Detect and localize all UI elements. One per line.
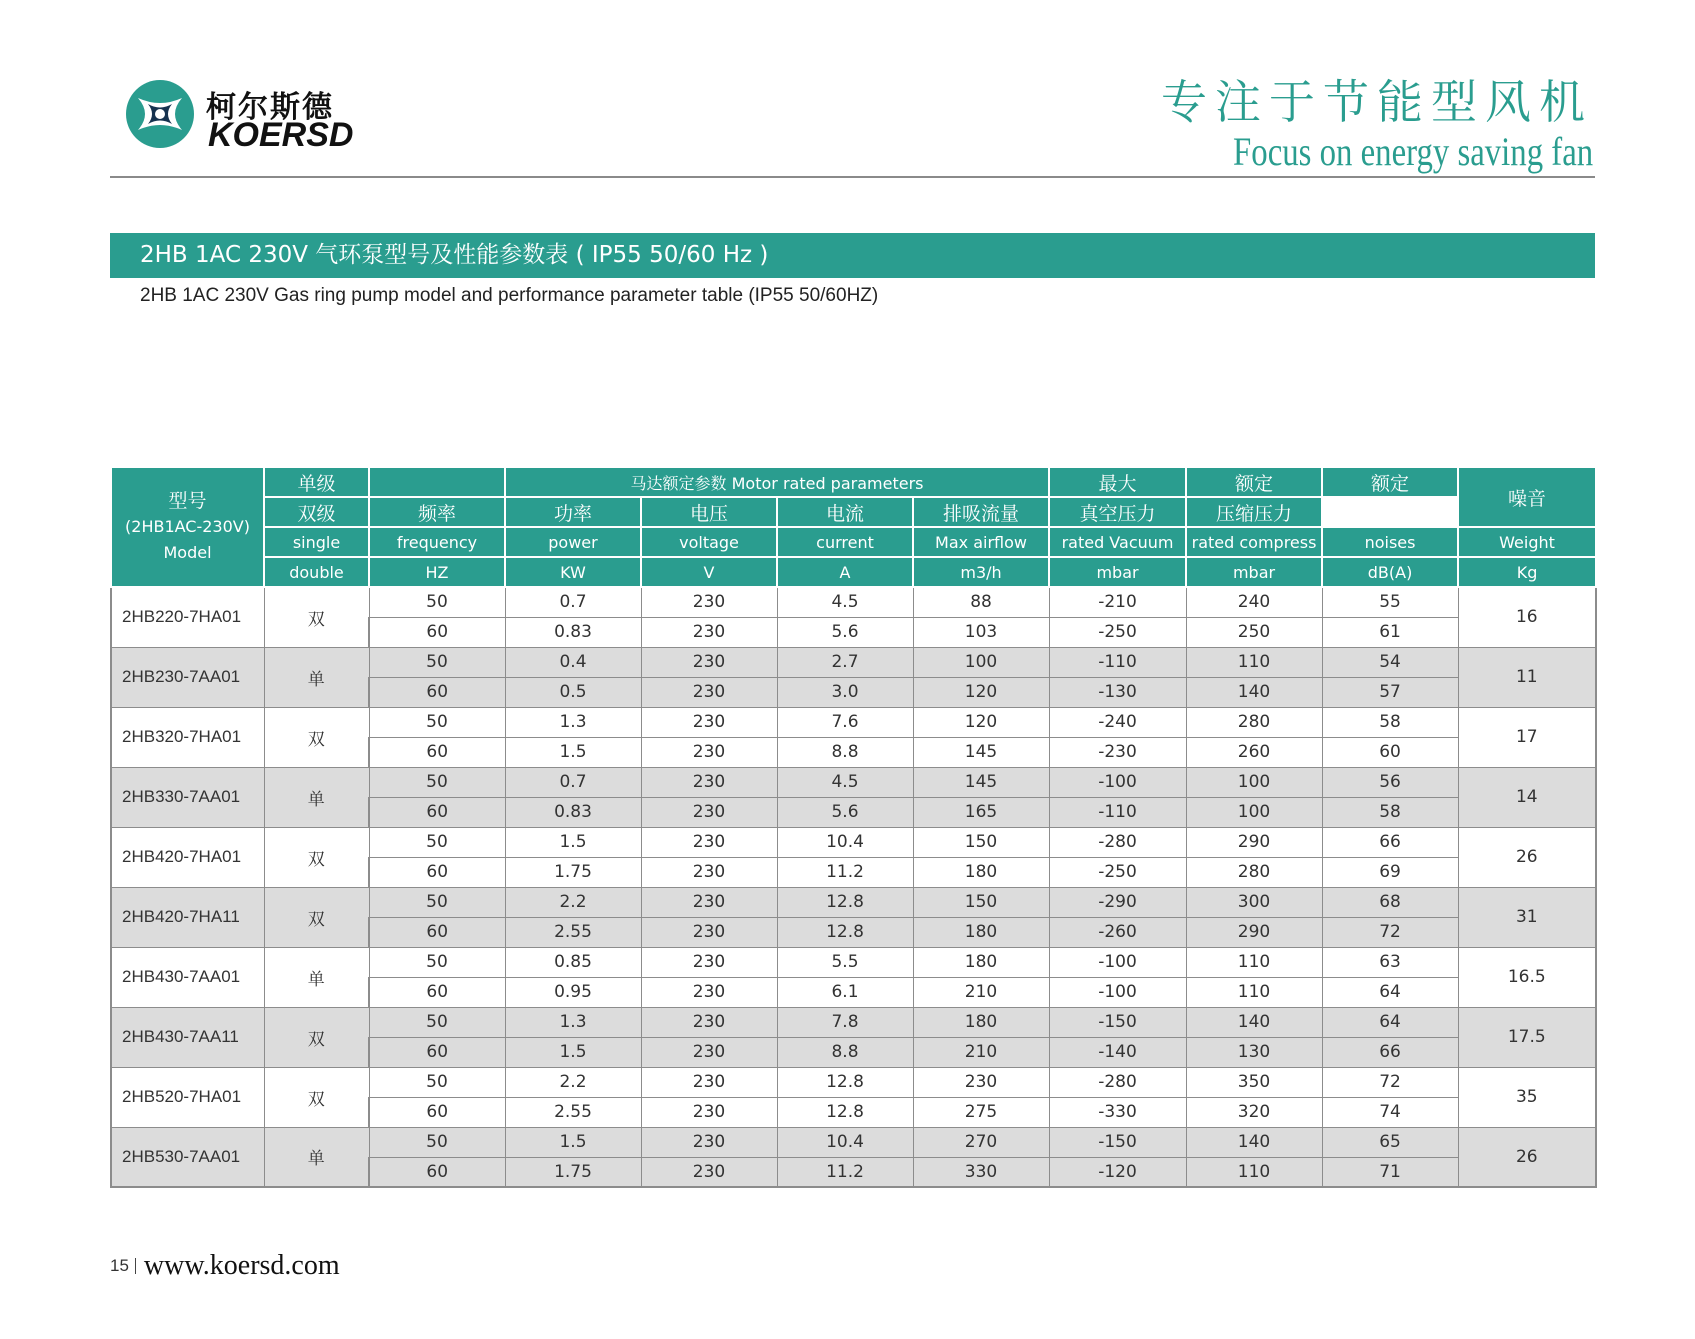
cell-model: 2HB430-7AA11 xyxy=(111,1007,264,1067)
header-current-cn: 电流 xyxy=(777,497,913,527)
cell-current: 5.6 xyxy=(777,797,913,827)
cell-current: 5.5 xyxy=(777,947,913,977)
cell-power: 0.7 xyxy=(505,587,641,617)
cell-current: 6.1 xyxy=(777,977,913,1007)
cell-stage: 单 xyxy=(264,767,369,827)
cell-vacuum: -130 xyxy=(1049,677,1186,707)
cell-power: 1.3 xyxy=(505,1007,641,1037)
header-weight-unit: Kg xyxy=(1458,557,1596,587)
header-vacuum-cn2: 真空压力 xyxy=(1049,497,1186,527)
cell-current: 11.2 xyxy=(777,857,913,887)
table-row xyxy=(111,1127,1596,1157)
cell-stage: 双 xyxy=(264,887,369,947)
cell-weight: 16 xyxy=(1458,587,1596,647)
cell-power: 1.5 xyxy=(505,1037,641,1067)
footer xyxy=(110,1250,340,1282)
koersd-logo-icon xyxy=(124,78,196,150)
cell-airflow: 210 xyxy=(913,1037,1049,1067)
cell-noise: 56 xyxy=(1322,767,1458,797)
header-compress-en: rated compress xyxy=(1186,527,1322,557)
cell-model: 2HB320-7HA01 xyxy=(111,707,264,767)
cell-power: 2.2 xyxy=(505,1067,641,1097)
cell-freq: 50 xyxy=(369,827,505,857)
cell-compress: 350 xyxy=(1186,1067,1322,1097)
cell-power: 0.4 xyxy=(505,647,641,677)
cell-current: 12.8 xyxy=(777,1097,913,1127)
cell-current: 4.5 xyxy=(777,587,913,617)
cell-noise: 58 xyxy=(1322,797,1458,827)
cell-vacuum: -110 xyxy=(1049,797,1186,827)
cell-current: 5.6 xyxy=(777,617,913,647)
cell-voltage: 230 xyxy=(641,917,777,947)
page-title-en: 2HB 1AC 230V Gas ring pump model and performance parameter table (IP55 50/60HZ) xyxy=(140,285,879,306)
cell-power: 1.3 xyxy=(505,707,641,737)
cell-current: 2.7 xyxy=(777,647,913,677)
cell-noise: 61 xyxy=(1322,617,1458,647)
website-link[interactable]: www.koersd.com xyxy=(143,1250,340,1281)
cell-noise: 66 xyxy=(1322,827,1458,857)
cell-stage: 单 xyxy=(264,947,369,1007)
cell-compress: 240 xyxy=(1186,587,1322,617)
cell-stage: 双 xyxy=(264,587,369,647)
cell-stage: 双 xyxy=(264,827,369,887)
cell-noise: 58 xyxy=(1322,707,1458,737)
cell-voltage: 230 xyxy=(641,977,777,1007)
cell-compress: 260 xyxy=(1186,737,1322,767)
cell-vacuum: -260 xyxy=(1049,917,1186,947)
header-stage-cn2: 双级 xyxy=(264,497,369,527)
cell-vacuum: -210 xyxy=(1049,587,1186,617)
cell-noise: 66 xyxy=(1322,1037,1458,1067)
cell-voltage: 230 xyxy=(641,767,777,797)
header-voltage-en: voltage xyxy=(641,527,777,557)
cell-noise: 72 xyxy=(1322,1067,1458,1097)
cell-voltage: 230 xyxy=(641,857,777,887)
header-airflow-unit: m3/h xyxy=(913,557,1049,587)
cell-freq: 60 xyxy=(369,737,505,767)
cell-airflow: 330 xyxy=(913,1157,1049,1187)
cell-power: 0.85 xyxy=(505,947,641,977)
cell-vacuum: -110 xyxy=(1049,647,1186,677)
cell-voltage: 230 xyxy=(641,737,777,767)
cell-compress: 290 xyxy=(1186,917,1322,947)
cell-power: 0.95 xyxy=(505,977,641,1007)
cell-noise: 69 xyxy=(1322,857,1458,887)
cell-weight: 26 xyxy=(1458,827,1596,887)
cell-vacuum: -150 xyxy=(1049,1127,1186,1157)
header-power-cn: 功率 xyxy=(505,497,641,527)
cell-compress: 100 xyxy=(1186,797,1322,827)
table-row xyxy=(111,647,1596,677)
cell-voltage: 230 xyxy=(641,1127,777,1157)
cell-freq: 50 xyxy=(369,647,505,677)
cell-vacuum: -280 xyxy=(1049,1067,1186,1097)
header-freq-unit: HZ xyxy=(369,557,505,587)
cell-noise: 72 xyxy=(1322,917,1458,947)
header-freq-blank xyxy=(369,467,505,497)
cell-voltage: 230 xyxy=(641,887,777,917)
cell-current: 4.5 xyxy=(777,767,913,797)
slogan-cn: 专注于节能型风机 xyxy=(1161,75,1593,129)
cell-weight: 26 xyxy=(1458,1127,1596,1187)
cell-power: 0.83 xyxy=(505,797,641,827)
cell-vacuum: -100 xyxy=(1049,977,1186,1007)
cell-noise: 64 xyxy=(1322,977,1458,1007)
cell-voltage: 230 xyxy=(641,1037,777,1067)
cell-voltage: 230 xyxy=(641,827,777,857)
header-vacuum-en: rated Vacuum xyxy=(1049,527,1186,557)
header-divider xyxy=(110,176,1595,178)
cell-compress: 140 xyxy=(1186,1007,1322,1037)
cell-compress: 140 xyxy=(1186,677,1322,707)
header-motor-group: 马达额定参数 Motor rated parameters xyxy=(505,467,1049,497)
slogan xyxy=(1154,74,1593,174)
header-freq-cn: 频率 xyxy=(369,497,505,527)
cell-compress: 110 xyxy=(1186,947,1322,977)
cell-airflow: 270 xyxy=(913,1127,1049,1157)
cell-compress: 130 xyxy=(1186,1037,1322,1067)
cell-noise: 68 xyxy=(1322,887,1458,917)
cell-compress: 110 xyxy=(1186,647,1322,677)
cell-freq: 50 xyxy=(369,947,505,977)
cell-airflow: 145 xyxy=(913,737,1049,767)
cell-current: 11.2 xyxy=(777,1157,913,1187)
header-noise-unit: dB(A) xyxy=(1322,557,1458,587)
cell-power: 1.5 xyxy=(505,737,641,767)
cell-freq: 60 xyxy=(369,917,505,947)
cell-freq: 60 xyxy=(369,797,505,827)
cell-vacuum: -280 xyxy=(1049,827,1186,857)
cell-voltage: 230 xyxy=(641,707,777,737)
cell-noise: 65 xyxy=(1322,1127,1458,1157)
cell-compress: 140 xyxy=(1186,1127,1322,1157)
cell-freq: 60 xyxy=(369,857,505,887)
cell-freq: 60 xyxy=(369,977,505,1007)
cell-model: 2HB520-7HA01 xyxy=(111,1067,264,1127)
cell-voltage: 230 xyxy=(641,647,777,677)
table-row xyxy=(111,947,1596,977)
cell-freq: 60 xyxy=(369,617,505,647)
cell-airflow: 103 xyxy=(913,617,1049,647)
cell-freq: 60 xyxy=(369,1097,505,1127)
cell-voltage: 230 xyxy=(641,587,777,617)
cell-vacuum: -290 xyxy=(1049,887,1186,917)
footer-separator xyxy=(135,1258,136,1274)
cell-noise: 57 xyxy=(1322,677,1458,707)
cell-current: 10.4 xyxy=(777,1127,913,1157)
cell-freq: 50 xyxy=(369,767,505,797)
cell-airflow: 165 xyxy=(913,797,1049,827)
header-power-unit: KW xyxy=(505,557,641,587)
header-stage-en1: single xyxy=(264,527,369,557)
cell-noise: 74 xyxy=(1322,1097,1458,1127)
cell-voltage: 230 xyxy=(641,947,777,977)
table-row xyxy=(111,1067,1596,1097)
cell-freq: 60 xyxy=(369,1037,505,1067)
header-model: 型号 (2HB1AC-230V) Model xyxy=(111,467,264,587)
cell-weight: 17 xyxy=(1458,707,1596,767)
cell-model: 2HB430-7AA01 xyxy=(111,947,264,1007)
header-current-en: current xyxy=(777,527,913,557)
cell-noise: 55 xyxy=(1322,587,1458,617)
page-title-cn: 2HB 1AC 230V 气环泵型号及性能参数表 ( IP55 50/60 Hz ) xyxy=(140,242,769,268)
header-freq-en: frequency xyxy=(369,527,505,557)
header-power-en: power xyxy=(505,527,641,557)
cell-freq: 50 xyxy=(369,587,505,617)
header-vacuum-cn1: 额定 xyxy=(1186,467,1322,497)
table-row xyxy=(111,827,1596,857)
cell-weight: 11 xyxy=(1458,647,1596,707)
cell-current: 8.8 xyxy=(777,737,913,767)
cell-freq: 50 xyxy=(369,1127,505,1157)
cell-vacuum: -330 xyxy=(1049,1097,1186,1127)
cell-weight: 17.5 xyxy=(1458,1007,1596,1067)
table-body xyxy=(111,587,1596,1187)
cell-freq: 50 xyxy=(369,887,505,917)
table-row xyxy=(111,767,1596,797)
cell-power: 1.5 xyxy=(505,1127,641,1157)
cell-current: 12.8 xyxy=(777,917,913,947)
cell-noise: 60 xyxy=(1322,737,1458,767)
cell-airflow: 180 xyxy=(913,947,1049,977)
cell-model: 2HB530-7AA01 xyxy=(111,1127,264,1187)
cell-noise: 63 xyxy=(1322,947,1458,977)
header-compress-cn2: 压缩压力 xyxy=(1186,497,1322,527)
header-current-unit: A xyxy=(777,557,913,587)
cell-compress: 110 xyxy=(1186,1157,1322,1187)
cell-weight: 31 xyxy=(1458,887,1596,947)
cell-compress: 110 xyxy=(1186,977,1322,1007)
cell-power: 1.75 xyxy=(505,857,641,887)
cell-power: 2.55 xyxy=(505,917,641,947)
cell-stage: 单 xyxy=(264,647,369,707)
cell-airflow: 275 xyxy=(913,1097,1049,1127)
cell-current: 7.6 xyxy=(777,707,913,737)
header-airflow-cn1: 最大 xyxy=(1049,467,1186,497)
cell-compress: 100 xyxy=(1186,767,1322,797)
cell-weight: 14 xyxy=(1458,767,1596,827)
cell-power: 1.75 xyxy=(505,1157,641,1187)
cell-power: 2.55 xyxy=(505,1097,641,1127)
cell-power: 1.5 xyxy=(505,827,641,857)
header-compress-unit: mbar xyxy=(1186,557,1322,587)
cell-freq: 50 xyxy=(369,1007,505,1037)
cell-power: 0.83 xyxy=(505,617,641,647)
cell-current: 7.8 xyxy=(777,1007,913,1037)
cell-noise: 64 xyxy=(1322,1007,1458,1037)
cell-compress: 320 xyxy=(1186,1097,1322,1127)
header-voltage-unit: V xyxy=(641,557,777,587)
slogan-en: Focus on energy saving fan xyxy=(1232,129,1593,174)
parameter-table xyxy=(110,466,1597,1188)
cell-compress: 280 xyxy=(1186,857,1322,887)
header-noise-cn: 噪音 xyxy=(1458,467,1596,527)
cell-stage: 单 xyxy=(264,1127,369,1187)
cell-airflow: 180 xyxy=(913,857,1049,887)
cell-airflow: 210 xyxy=(913,977,1049,1007)
cell-stage: 双 xyxy=(264,1007,369,1067)
cell-weight: 16.5 xyxy=(1458,947,1596,1007)
cell-airflow: 230 xyxy=(913,1067,1049,1097)
cell-weight: 35 xyxy=(1458,1067,1596,1127)
cell-current: 8.8 xyxy=(777,1037,913,1067)
cell-vacuum: -240 xyxy=(1049,707,1186,737)
header-stage-en2: double xyxy=(264,557,369,587)
header-noise-en: noises xyxy=(1322,527,1458,557)
cell-airflow: 180 xyxy=(913,917,1049,947)
cell-vacuum: -100 xyxy=(1049,947,1186,977)
cell-compress: 250 xyxy=(1186,617,1322,647)
table-row xyxy=(111,887,1596,917)
cell-airflow: 100 xyxy=(913,647,1049,677)
cell-voltage: 230 xyxy=(641,1157,777,1187)
header-vacuum-unit: mbar xyxy=(1049,557,1186,587)
header-voltage-cn: 电压 xyxy=(641,497,777,527)
header-airflow-en: Max airflow xyxy=(913,527,1049,557)
cell-noise: 71 xyxy=(1322,1157,1458,1187)
cell-model: 2HB420-7HA11 xyxy=(111,887,264,947)
cell-stage: 双 xyxy=(264,707,369,767)
cell-model: 2HB420-7HA01 xyxy=(111,827,264,887)
table-row xyxy=(111,587,1596,617)
cell-power: 0.5 xyxy=(505,677,641,707)
cell-airflow: 150 xyxy=(913,827,1049,857)
cell-vacuum: -250 xyxy=(1049,857,1186,887)
cell-airflow: 145 xyxy=(913,767,1049,797)
cell-compress: 290 xyxy=(1186,827,1322,857)
cell-voltage: 230 xyxy=(641,1067,777,1097)
cell-vacuum: -140 xyxy=(1049,1037,1186,1067)
cell-freq: 60 xyxy=(369,1157,505,1187)
cell-airflow: 150 xyxy=(913,887,1049,917)
cell-airflow: 120 xyxy=(913,707,1049,737)
cell-model: 2HB330-7AA01 xyxy=(111,767,264,827)
cell-vacuum: -150 xyxy=(1049,1007,1186,1037)
cell-current: 3.0 xyxy=(777,677,913,707)
cell-vacuum: -250 xyxy=(1049,617,1186,647)
title-bar xyxy=(110,233,1595,278)
cell-vacuum: -120 xyxy=(1049,1157,1186,1187)
cell-current: 12.8 xyxy=(777,1067,913,1097)
cell-current: 12.8 xyxy=(777,887,913,917)
cell-power: 2.2 xyxy=(505,887,641,917)
page-number: 15 xyxy=(110,1256,129,1275)
brand-name-cn: 柯尔斯德 xyxy=(206,90,334,125)
table-row xyxy=(111,707,1596,737)
cell-airflow: 88 xyxy=(913,587,1049,617)
header-compress-cn1: 额定 xyxy=(1322,467,1458,497)
cell-compress: 280 xyxy=(1186,707,1322,737)
cell-airflow: 120 xyxy=(913,677,1049,707)
cell-stage: 双 xyxy=(264,1067,369,1127)
cell-noise: 54 xyxy=(1322,647,1458,677)
cell-vacuum: -100 xyxy=(1049,767,1186,797)
cell-voltage: 230 xyxy=(641,797,777,827)
cell-voltage: 230 xyxy=(641,1097,777,1127)
header-weight-en: Weight xyxy=(1458,527,1596,557)
cell-voltage: 230 xyxy=(641,677,777,707)
header-airflow-cn2: 排吸流量 xyxy=(913,497,1049,527)
brand-name-en: KOERSD xyxy=(208,116,354,154)
table-header xyxy=(111,467,1596,587)
header-stage-cn1: 单级 xyxy=(264,467,369,497)
cell-voltage: 230 xyxy=(641,1007,777,1037)
cell-freq: 50 xyxy=(369,1067,505,1097)
cell-model: 2HB220-7HA01 xyxy=(111,587,264,647)
cell-freq: 60 xyxy=(369,677,505,707)
cell-power: 0.7 xyxy=(505,767,641,797)
cell-vacuum: -230 xyxy=(1049,737,1186,767)
table-row xyxy=(111,1007,1596,1037)
cell-voltage: 230 xyxy=(641,617,777,647)
cell-model: 2HB230-7AA01 xyxy=(111,647,264,707)
cell-current: 10.4 xyxy=(777,827,913,857)
cell-freq: 50 xyxy=(369,707,505,737)
brand-logo xyxy=(124,76,354,156)
cell-airflow: 180 xyxy=(913,1007,1049,1037)
cell-compress: 300 xyxy=(1186,887,1322,917)
